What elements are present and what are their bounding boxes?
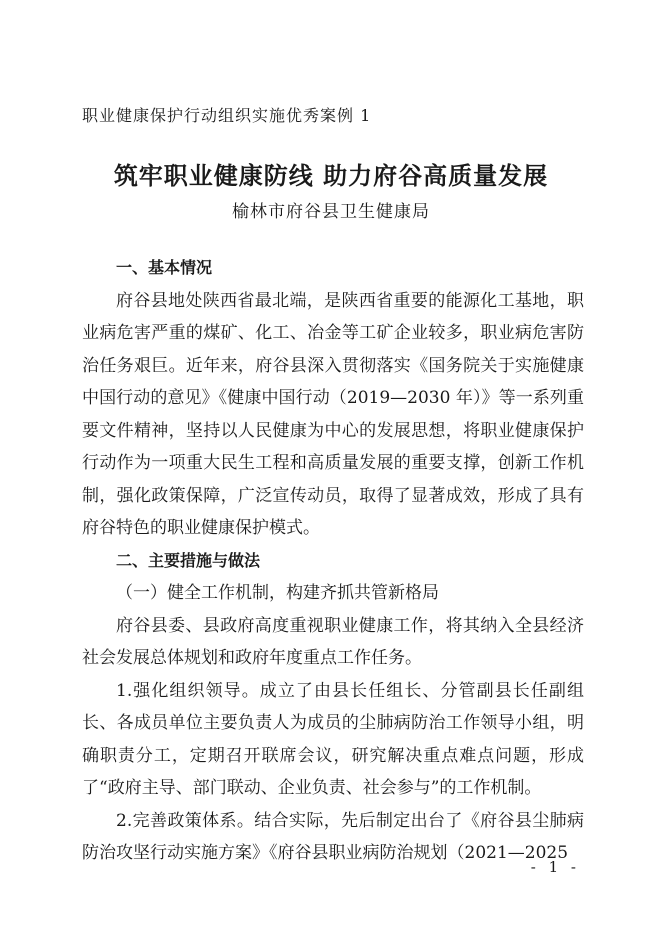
section-heading: 二、主要措施与做法 bbox=[116, 550, 261, 570]
body-paragraph: 2.完善政策体系。结合实际，先后制定出台了《府谷县尘肺病防治攻坚行动实施方案》《府谷县职业病防治规划（2021—2025 bbox=[82, 810, 584, 863]
body-paragraph: 府谷县地处陕西省最北端，是陕西省重要的能源化工基地，职业病危害严重的煤矿、化工、冶金等工矿企业较多，职业病危害防治任务艰巨。近年来，府谷县深入贯彻落实《国务院关于实施健康中国行动的意见》《健康中国行动（2019—2030 年）》等一系列重要文件精神，坚持以人民健康为中心的发展思想，将职业健康保护行动作为一项重大民生工程和高质量发展的重要支撑，创新工作机制，强化政策保障，广泛宣传动员，取得了显著成效，形成了具有府谷特色的职业健康保护模式。 bbox=[82, 290, 584, 538]
section-heading: 一、基本情况 bbox=[116, 258, 213, 277]
body-paragraph: 1.强化组织领导。成立了由县长任组长、分管副县长任副组长、各成员单位主要负责人为成员的尘肺病防治工作领导小组，明确职责分工，定期召开联席会议，研究解决重点难点问题，形成了“政府主导、部门联动、企业负责、社会参与”的工作机制。 bbox=[82, 680, 584, 798]
document-body bbox=[82, 252, 584, 870]
document-author: 榆林市府谷县卫生健康局 bbox=[232, 202, 430, 222]
series-label: 职业健康保护行动组织实施优秀案例 1 bbox=[82, 106, 372, 125]
document-title: 筑牢职业健康防线 助力府谷高质量发展 bbox=[113, 161, 549, 190]
page-number: - 1 - bbox=[530, 858, 580, 876]
body-paragraph: 府谷县委、县政府高度重视职业健康工作，将其纳入全县经济社会发展总体规划和政府年度重点工作任务。 bbox=[82, 615, 584, 668]
subsection-heading: （一）健全工作机制，构建齐抓共管新格局 bbox=[116, 583, 439, 603]
